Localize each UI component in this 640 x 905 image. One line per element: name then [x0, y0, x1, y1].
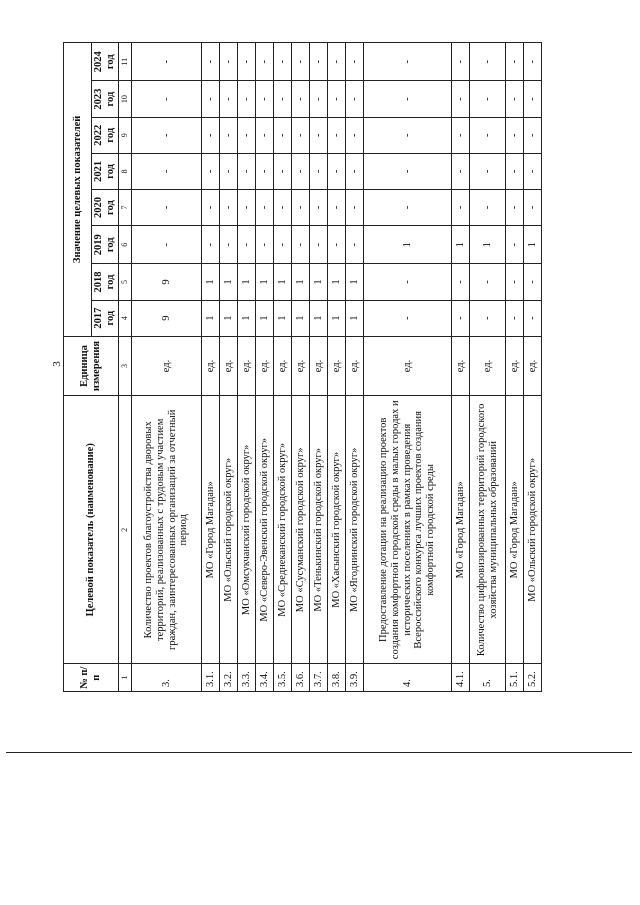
column-number: 3 [119, 336, 132, 396]
unit-cell: ед. [202, 336, 220, 396]
value-cell: - [310, 43, 328, 82]
table-row [238, 43, 256, 692]
header-year: 2024 год [92, 43, 119, 82]
value-cell: - [452, 81, 470, 117]
value-cell: - [292, 117, 310, 153]
value-cell: - [132, 189, 202, 225]
unit-cell: ед. [364, 336, 452, 396]
value-cell: - [256, 189, 274, 225]
value-cell: 1 [346, 300, 364, 336]
value-cell: - [132, 153, 202, 189]
value-cell: 1 [220, 264, 238, 300]
value-cell: - [220, 81, 238, 117]
header-year: 2020 год [92, 189, 119, 225]
column-number: 7 [119, 189, 132, 225]
value-cell: - [470, 43, 506, 82]
value-cell: - [274, 226, 292, 264]
value-cell: - [202, 117, 220, 153]
value-cell: - [274, 43, 292, 82]
unit-cell: ед. [292, 336, 310, 396]
value-cell: - [292, 153, 310, 189]
column-number: 1 [119, 664, 132, 692]
value-cell: 1 [292, 264, 310, 300]
column-number: 9 [119, 117, 132, 153]
unit-cell: ед. [274, 336, 292, 396]
value-cell: 9 [132, 300, 202, 336]
value-cell: - [524, 117, 542, 153]
value-cell: - [238, 43, 256, 82]
header-indicator: Целевой показатель (наименование) [64, 396, 119, 664]
value-cell: - [506, 264, 524, 300]
value-cell: 1 [452, 226, 470, 264]
value-cell: - [256, 153, 274, 189]
value-cell: - [202, 153, 220, 189]
unit-cell: ед. [238, 336, 256, 396]
table-row [202, 43, 220, 692]
column-number: 10 [119, 81, 132, 117]
value-cell: - [202, 43, 220, 82]
value-cell: - [310, 117, 328, 153]
value-cell: - [328, 81, 346, 117]
row-number: 4.1. [452, 664, 470, 692]
table-row [364, 43, 452, 692]
value-cell: - [346, 81, 364, 117]
row-number: 4. [364, 664, 452, 692]
value-cell: - [328, 226, 346, 264]
value-cell: - [470, 189, 506, 225]
header-year: 2022 год [92, 117, 119, 153]
value-cell: - [238, 81, 256, 117]
value-cell: - [524, 300, 542, 336]
value-cell: - [328, 117, 346, 153]
value-cell: - [346, 43, 364, 82]
value-cell: 1 [256, 264, 274, 300]
value-cell: - [364, 43, 452, 82]
value-cell: 1 [470, 226, 506, 264]
value-cell: - [238, 117, 256, 153]
value-cell: 1 [364, 226, 452, 264]
header-year: 2019 год [92, 226, 119, 264]
value-cell: - [506, 117, 524, 153]
value-cell: 1 [328, 264, 346, 300]
indicator-name: Количество цифровизированных территорий городского хозяйства муниципальных образований [470, 396, 506, 664]
value-cell: - [256, 117, 274, 153]
value-cell: - [452, 264, 470, 300]
table-row [274, 43, 292, 692]
page-number: 3 [50, 361, 63, 367]
indicator-name: МО «Ягоднинский городской округ» [346, 396, 364, 664]
value-cell: - [524, 189, 542, 225]
value-cell: - [274, 117, 292, 153]
row-number: 3.8. [328, 664, 346, 692]
value-cell: 1 [238, 264, 256, 300]
indicator-name: МО «Ольский городской округ» [524, 396, 542, 664]
value-cell: - [220, 189, 238, 225]
header-year: 2017 год [92, 300, 119, 336]
value-cell: - [364, 300, 452, 336]
value-cell: - [292, 189, 310, 225]
value-cell: - [310, 189, 328, 225]
indicator-name: МО «Город Магадан» [202, 396, 220, 664]
unit-cell: ед. [470, 336, 506, 396]
value-cell: - [452, 189, 470, 225]
value-cell: - [220, 153, 238, 189]
value-cell: - [506, 43, 524, 82]
value-cell: - [310, 81, 328, 117]
value-cell: - [364, 264, 452, 300]
value-cell: 1 [328, 300, 346, 336]
value-cell: - [506, 189, 524, 225]
value-cell: 1 [292, 300, 310, 336]
table-row [132, 43, 202, 692]
unit-cell: ед. [346, 336, 364, 396]
value-cell: 1 [524, 226, 542, 264]
value-cell: - [328, 189, 346, 225]
value-cell: 1 [310, 300, 328, 336]
header-year: 2023 год [92, 81, 119, 117]
column-number: 5 [119, 264, 132, 300]
value-cell: - [328, 153, 346, 189]
value-cell: - [238, 153, 256, 189]
value-cell: - [364, 81, 452, 117]
indicator-name: МО «Город Магадан» [452, 396, 470, 664]
unit-cell: ед. [256, 336, 274, 396]
value-cell: - [328, 43, 346, 82]
indicator-name: МО «Среднеканский городской округ» [274, 396, 292, 664]
value-cell: - [132, 43, 202, 82]
value-cell: - [274, 189, 292, 225]
value-cell: - [524, 153, 542, 189]
table-row [328, 43, 346, 692]
value-cell: - [202, 81, 220, 117]
indicator-name: МО «Тенькинский городской округ» [310, 396, 328, 664]
table-row [256, 43, 274, 692]
value-cell: - [292, 226, 310, 264]
value-cell: - [470, 264, 506, 300]
value-cell: 1 [202, 300, 220, 336]
row-number: 3.2. [220, 664, 238, 692]
value-cell: - [524, 81, 542, 117]
row-number: 3.9. [346, 664, 364, 692]
table-row [310, 43, 328, 692]
unit-cell: ед. [452, 336, 470, 396]
table-row [292, 43, 310, 692]
value-cell: 1 [220, 300, 238, 336]
value-cell: - [506, 81, 524, 117]
indicator-name: МО «Омсукчанский городской округ» [238, 396, 256, 664]
value-cell: - [220, 43, 238, 82]
row-number: 5. [470, 664, 506, 692]
indicator-name: МО «Северо-Эвенский городской округ» [256, 396, 274, 664]
indicator-name: Количество проектов благоустройства дворовых территорий, реализованных с трудовым участием граждан, заинтересованных организаций за отчетный период [132, 396, 202, 664]
value-cell: - [132, 81, 202, 117]
row-number: 3.6. [292, 664, 310, 692]
column-number-row [119, 43, 132, 692]
value-cell: - [452, 117, 470, 153]
value-cell: 1 [346, 264, 364, 300]
value-cell: - [506, 153, 524, 189]
value-cell: - [310, 226, 328, 264]
indicator-name: МО «Город Магадан» [506, 396, 524, 664]
row-number: 5.2. [524, 664, 542, 692]
column-number: 11 [119, 43, 132, 82]
row-number: 3.4. [256, 664, 274, 692]
table-row [220, 43, 238, 692]
value-cell: - [220, 226, 238, 264]
table-row [470, 43, 506, 692]
header-unit: Единица измерения [64, 336, 119, 396]
value-cell: - [364, 153, 452, 189]
value-cell: 1 [256, 300, 274, 336]
value-cell: 1 [274, 300, 292, 336]
header-values-group: Значение целевых показателей [64, 43, 92, 337]
table-row [346, 43, 364, 692]
column-number: 4 [119, 300, 132, 336]
value-cell: - [470, 300, 506, 336]
unit-cell: ед. [220, 336, 238, 396]
value-cell: - [256, 81, 274, 117]
unit-cell: ед. [132, 336, 202, 396]
value-cell: - [238, 226, 256, 264]
header-num: № п/п [64, 664, 119, 692]
horizontal-rule [6, 752, 632, 753]
value-cell: - [292, 81, 310, 117]
value-cell: - [132, 226, 202, 264]
value-cell: - [470, 117, 506, 153]
row-number: 5.1. [506, 664, 524, 692]
table-row [452, 43, 470, 692]
header-year: 2018 год [92, 264, 119, 300]
header-year: 2021 год [92, 153, 119, 189]
value-cell: - [524, 264, 542, 300]
table-row [506, 43, 524, 692]
row-number: 3.7. [310, 664, 328, 692]
value-cell: - [346, 153, 364, 189]
indicator-name: МО «Ольский городской округ» [220, 396, 238, 664]
value-cell: - [220, 117, 238, 153]
table-row [524, 43, 542, 692]
value-cell: - [452, 153, 470, 189]
value-cell: - [506, 226, 524, 264]
value-cell: - [274, 81, 292, 117]
value-cell: - [470, 153, 506, 189]
value-cell: - [256, 43, 274, 82]
column-number: 6 [119, 226, 132, 264]
value-cell: - [274, 153, 292, 189]
value-cell: - [256, 226, 274, 264]
value-cell: - [132, 117, 202, 153]
value-cell: - [452, 43, 470, 82]
value-cell: - [346, 226, 364, 264]
value-cell: - [506, 300, 524, 336]
row-number: 3.1. [202, 664, 220, 692]
indicator-name: МО «Хасынский городской округ» [328, 396, 346, 664]
value-cell: - [202, 189, 220, 225]
value-cell: - [470, 81, 506, 117]
value-cell: 1 [238, 300, 256, 336]
value-cell: - [292, 43, 310, 82]
value-cell: - [202, 226, 220, 264]
row-number: 3. [132, 664, 202, 692]
value-cell: - [364, 189, 452, 225]
column-number: 2 [119, 396, 132, 664]
value-cell: 1 [274, 264, 292, 300]
value-cell: - [452, 300, 470, 336]
value-cell: - [364, 117, 452, 153]
row-number: 3.3. [238, 664, 256, 692]
value-cell: - [346, 189, 364, 225]
unit-cell: ед. [506, 336, 524, 396]
indicator-name: Предоставление дотации на реализацию проектов создания комфортной городской среды в малых городах и исторических поселениях в рамках проведения Всероссийского конкурса лучших проектов создания комфортной городской среды [364, 396, 452, 664]
value-cell: - [310, 153, 328, 189]
target-indicators-table [63, 42, 542, 692]
column-number: 8 [119, 153, 132, 189]
row-number: 3.5. [274, 664, 292, 692]
value-cell: 1 [202, 264, 220, 300]
value-cell: - [524, 43, 542, 82]
unit-cell: ед. [310, 336, 328, 396]
value-cell: 1 [310, 264, 328, 300]
value-cell: - [346, 117, 364, 153]
indicator-name: МО «Сусуманский городской округ» [292, 396, 310, 664]
unit-cell: ед. [328, 336, 346, 396]
value-cell: - [238, 189, 256, 225]
unit-cell: ед. [524, 336, 542, 396]
value-cell: 9 [132, 264, 202, 300]
rotated-page [63, 42, 585, 692]
